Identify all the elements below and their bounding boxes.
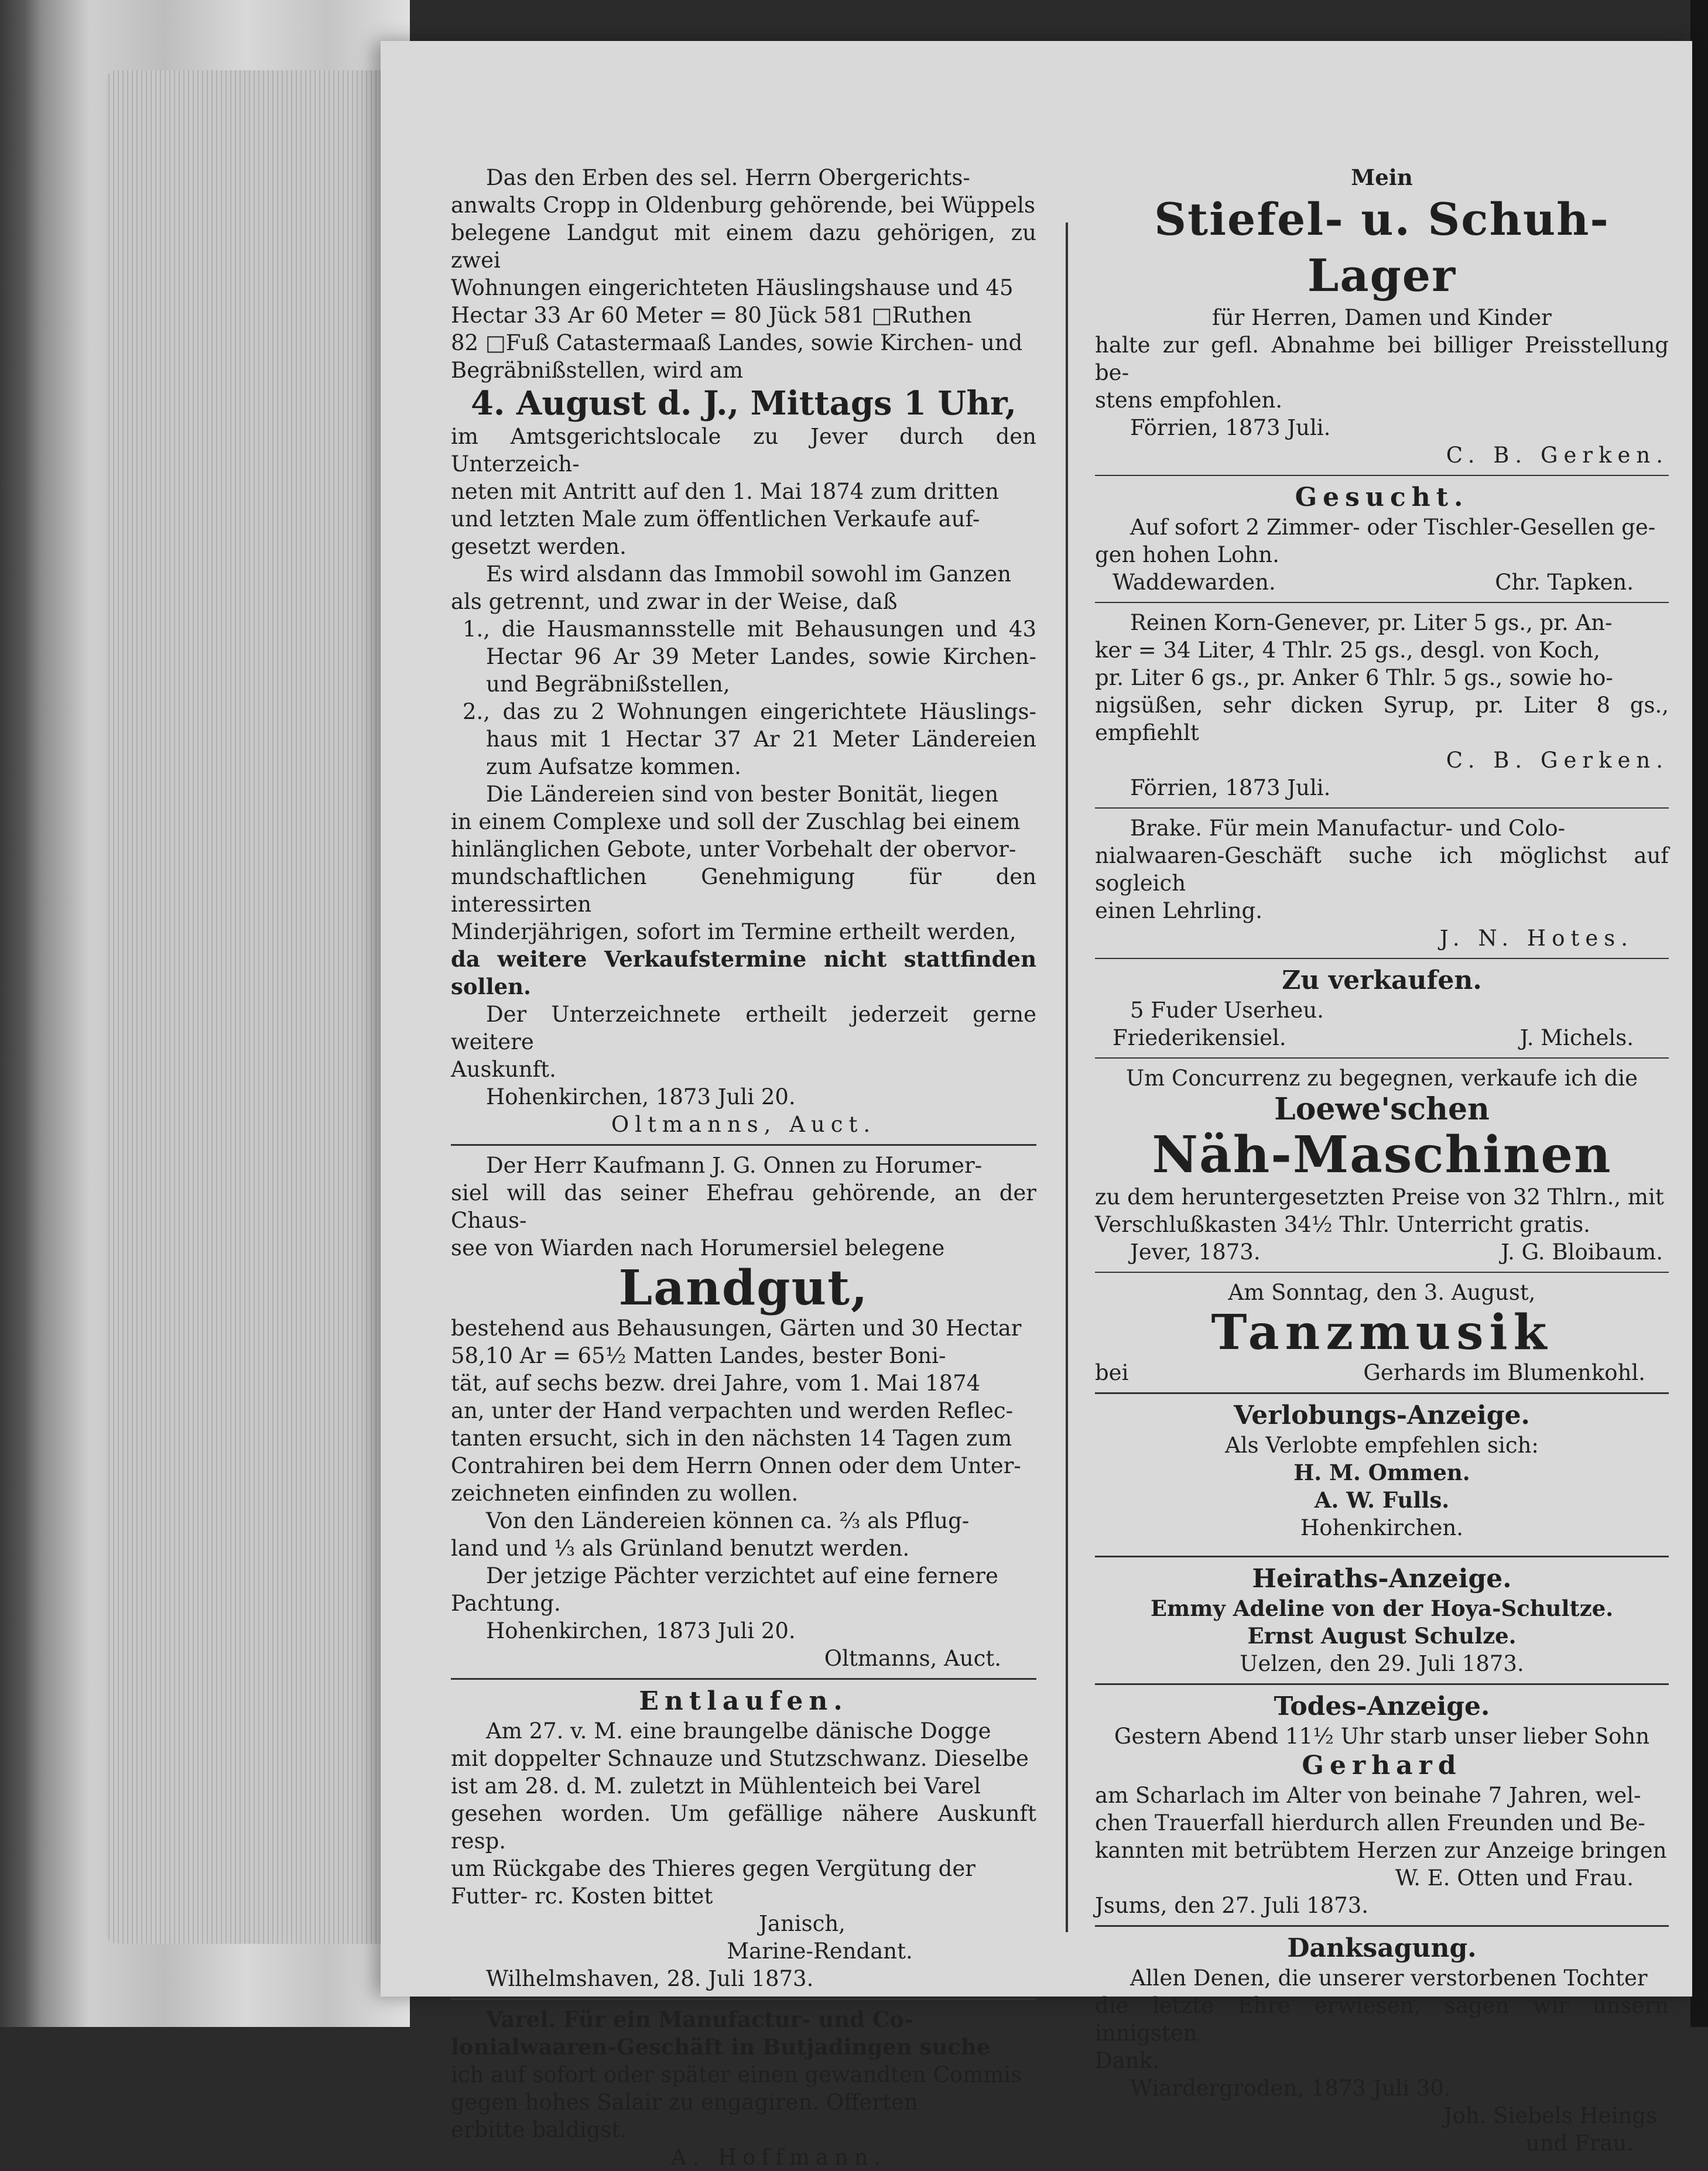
naeh-heading-1: Loewe'schen — [1274, 1091, 1490, 1127]
text-line: und letzten Male zum öffentlichen Verkaufe auf- — [451, 506, 980, 532]
text-line: pr. Liter 6 gs., pr. Anker 6 Thlr. 5 gs., sowie ho- — [1095, 665, 1613, 690]
book-page-edges — [0, 0, 410, 2027]
place-date: Hohenkirchen, 1873 Juli 20. — [486, 1618, 796, 1643]
section-rule — [1095, 1925, 1669, 1927]
verkaufen-ad — [1095, 965, 1669, 1052]
text-line: Der Herr Kaufmann J. G. Onnen zu Horumer- — [486, 1153, 983, 1178]
brake-ad — [1095, 814, 1669, 952]
text-line: Auskunft. — [451, 1057, 556, 1082]
prefix: bei — [1095, 1360, 1129, 1385]
text-line: 5 Fuder Userheu. — [1130, 998, 1324, 1023]
heirath-ad — [1095, 1563, 1669, 1677]
schuh-heading: Stiefel- u. Schuh-Lager — [1154, 193, 1610, 302]
text-line: mit doppelter Schnauze und Stutzschwanz. Dieselbe — [451, 1746, 1029, 1771]
text-line: Futter- rc. Kosten bittet — [451, 1884, 713, 1909]
text-line: land und ⅓ als Grünland benutzt werden. — [451, 1536, 910, 1561]
todes-ad — [1095, 1691, 1669, 1919]
list-item: 1., die Hausmannsstelle mit Behausungen und 43 Hectar 96 Ar 39 Meter Landes, sowie Kirchen- und Begräbnißstellen, — [463, 617, 1036, 697]
danksagung-ad — [1095, 1933, 1669, 2157]
text-line: Die Ländereien sind von bester Bonität, liegen — [486, 782, 999, 807]
ad-pre: Mein — [1351, 165, 1413, 190]
text-line: ich auf sofort oder später einen gewandten Commis — [451, 2062, 1022, 2087]
text-line: Als Verlobte empfehlen sich: — [1225, 1433, 1539, 1458]
text-line: kannten mit betrübtem Herzen zur Anzeige bringen — [1095, 1838, 1667, 1863]
text-line: Reinen Korn-Genever, pr. Liter 5 gs., pr. An- — [1130, 610, 1613, 635]
text-line: gegen hohes Salair zu engagiren. Offerten — [451, 2090, 918, 2115]
text-line: nigsüßen, sehr dicken Syrup, pr. Liter 8 gs., empfiehlt — [1095, 693, 1669, 745]
text-line: see von Wiarden nach Horumersiel belegene — [451, 1235, 945, 1261]
right-column — [1095, 164, 1669, 2157]
text-line: Um Concurrenz zu begegnen, verkaufe ich die — [1125, 1066, 1638, 1091]
section-rule — [1095, 1556, 1669, 1557]
left-column — [451, 164, 1036, 2171]
text-line: als getrennt, und zwar in der Weise, daß — [451, 589, 898, 614]
text-line: Am 27. v. M. eine braungelbe dänische Dogge — [486, 1718, 991, 1744]
text-line: anwalts Cropp in Oldenburg gehörende, bei Wüppels — [451, 193, 1035, 218]
ad-subtitle: für Herren, Damen und Kinder — [1212, 305, 1552, 330]
varel-notice — [451, 2006, 1036, 2171]
text-line: siel will das seiner Ehefrau gehörende, an der Chaus- — [451, 1180, 1036, 1233]
section-rule — [1095, 1272, 1669, 1273]
text-line: Auf sofort 2 Zimmer- oder Tischler-Gesellen ge- — [1130, 515, 1656, 540]
section-rule — [451, 1998, 1036, 2000]
text-line: Contrahiren bei dem Herrn Onnen oder dem Unter- — [451, 1453, 1021, 1478]
dank-heading: Danksagung. — [1287, 1933, 1477, 1963]
place-signature-row — [1095, 1238, 1669, 1266]
text-line: erbitte baldigst. — [451, 2117, 627, 2142]
stacked-page-leaves — [105, 70, 398, 1944]
text-line: lonialwaaren-Geschäft in Butjadingen suche — [451, 2034, 991, 2060]
text-line: tanten ersucht, sich in den nächsten 14 Tagen zum — [451, 1426, 1012, 1451]
text-line: ist am 28. d. M. zuletzt in Mühlenteich bei Varel — [451, 1773, 981, 1799]
text-line: gen hohen Lohn. — [1095, 542, 1279, 567]
schuh-ad — [1095, 164, 1669, 469]
text-line: Minderjährigen, sofort im Termine ertheilt werden, — [451, 919, 1016, 944]
signature: W. E. Otten und Frau. — [1395, 1865, 1634, 1891]
text-line: Von den Ländereien können ca. ⅔ als Pflug- — [486, 1508, 970, 1533]
text-line: 82 □Fuß Catastermaaß Landes, sowie Kirchen- und — [451, 330, 1023, 355]
text-line: gesetzt werden. — [451, 534, 627, 559]
text-line: bestehend aus Behausungen, Gärten und 30 Hectar — [451, 1316, 1022, 1341]
todes-heading: Todes-Anzeige. — [1274, 1691, 1490, 1721]
text-line: um Rückgabe des Thieres gegen Vergütung der — [451, 1856, 975, 1881]
place-date: Wilhelmshaven, 28. Juli 1873. — [486, 1966, 814, 1991]
text-line: hinlänglichen Gebote, unter Vorbehalt der obervor- — [451, 837, 1016, 862]
text-line: ker = 34 Liter, 4 Thlr. 25 gs., desgl. von Koch, — [1095, 638, 1600, 663]
place: Waddewarden. — [1113, 570, 1276, 595]
text-line: stens empfohlen. — [1095, 388, 1283, 413]
verlobung-ad — [1095, 1400, 1669, 1542]
place: Friederikensiel. — [1113, 1025, 1286, 1050]
signature: A. Hoffmann. — [670, 2145, 887, 2170]
text-line: neten mit Antritt auf den 1. Mai 1874 zum dritten — [451, 479, 999, 504]
section-rule — [1095, 958, 1669, 959]
text-line: Begräbnißstellen, wird am — [451, 358, 744, 383]
text-line: Am Sonntag, den 3. August, — [1228, 1280, 1536, 1305]
verkaufen-heading: Zu verkaufen. — [1282, 965, 1482, 995]
text-line: Brake. Für mein Manufactur- und Colo- — [1130, 816, 1566, 841]
name-line: H. M. Ommen. — [1293, 1460, 1470, 1485]
signature: Oltmanns, Auct. — [611, 1112, 877, 1137]
name-line: Ernst August Schulze. — [1247, 1623, 1517, 1649]
place: Hohenkirchen. — [1300, 1515, 1464, 1540]
text-line: Dank. — [1095, 2048, 1159, 2073]
text-line: Es wird alsdann das Immobil sowohl im Ganzen — [486, 561, 1012, 587]
text-line: nialwaaren-Geschäft suche ich möglichst auf sogleich — [1095, 843, 1669, 896]
text-line: Der Unterzeichnete ertheilt jederzeit gerne weitere — [451, 1002, 1036, 1054]
text-line: Verschlußkasten 34½ Thlr. Unterricht gratis. — [1095, 1212, 1590, 1237]
section-rule — [451, 1144, 1036, 1146]
text-line: 58,10 Ar = 65½ Matten Landes, bester Boni- — [451, 1343, 946, 1368]
signature: C. B. Gerken. — [1446, 443, 1669, 468]
text-line: tät, auf sechs bezw. drei Jahre, vom 1. Mai 1874 — [451, 1371, 981, 1396]
gesucht-heading: Gesucht. — [1295, 482, 1469, 512]
place-date: Uelzen, den 29. Juli 1873. — [1240, 1651, 1524, 1676]
section-rule — [1095, 807, 1669, 809]
section-rule — [1095, 602, 1669, 603]
column-divider — [1066, 222, 1068, 1932]
entlaufen-notice — [451, 1686, 1036, 1992]
name-line: Emmy Adeline von der Hoya-Schultze. — [1150, 1595, 1614, 1621]
tanz-place-row — [1095, 1359, 1669, 1386]
landgut-notice — [451, 1152, 1036, 1672]
entlaufen-heading: Entlaufen. — [639, 1686, 848, 1716]
list-item: 2., das zu 2 Wohnungen eingerichtete Häuslings- haus mit 1 Hectar 37 Ar 21 Meter Ländereien zum Aufsatze kommen. — [463, 699, 1036, 779]
text-line: gesehen worden. Um gefällige nähere Auskunft resp. — [451, 1801, 1036, 1854]
text-line: halte zur gefl. Abnahme bei billiger Preisstellung be- — [1095, 333, 1669, 385]
text-line: chen Trauerfall hierdurch allen Freunden und Be- — [1095, 1810, 1645, 1836]
text-line: Varel. Für ein Manufactur- und Co- — [486, 2006, 913, 2032]
place-date: Förrien, 1873 Juli. — [1130, 775, 1331, 800]
text-line: an, unter der Hand verpachten und werden Reflec- — [451, 1398, 1014, 1423]
section-rule — [1095, 1683, 1669, 1685]
name-heading: Gerhard — [1302, 1751, 1462, 1780]
section-rule — [451, 1678, 1036, 1680]
text-line: zeichneten einfinden zu wollen. — [451, 1481, 799, 1506]
text-line: die letzte Ehre erwiesen, sagen wir unsern innigsten — [1095, 1993, 1669, 2046]
auction-date-heading: 4. August d. J., Mittags 1 Uhr, — [470, 384, 1017, 423]
text-line: zu dem heruntergesetzten Preise von 32 Thlrn., mit — [1095, 1184, 1664, 1210]
text-line: im Amtsgerichtslocale zu Jever durch den Unterzeich- — [451, 424, 1036, 477]
section-rule — [1095, 1057, 1669, 1059]
section-rule — [1095, 1392, 1669, 1394]
text-line: am Scharlach im Alter von beinahe 7 Jahren, wel- — [1095, 1783, 1641, 1808]
signature: Joh. Siebels Heings — [1443, 2103, 1657, 2128]
place-date: Jsums, den 27. Juli 1873. — [1095, 1893, 1369, 1918]
signature: J. N. Hotes. — [1439, 926, 1634, 951]
signature-role: Marine-Rendant. — [727, 1939, 913, 1964]
text-line: mundschaftlichen Genehmigung für den interessirten — [451, 864, 1036, 917]
place-date: Förrien, 1873 Juli. — [1130, 415, 1331, 440]
tanzmusik-ad — [1095, 1279, 1669, 1386]
text-line: in einem Complexe und soll der Zuschlag bei einem — [451, 809, 1021, 834]
place-signature-row — [1095, 569, 1669, 596]
place-date: Hohenkirchen, 1873 Juli 20. — [486, 1084, 796, 1110]
section-rule — [1095, 475, 1669, 476]
text-line: einen Lehrling. — [1095, 898, 1262, 923]
text-line: Der jetzige Pächter verzichtet auf eine fernere — [486, 1563, 998, 1588]
text-line: Allen Denen, die unserer verstorbenen Tochter — [1130, 1965, 1648, 1991]
landgut-heading: Landgut, — [618, 1260, 869, 1316]
signature: J. G. Bloibaum. — [1501, 1239, 1663, 1265]
text-line: Gestern Abend 11½ Uhr starb unser lieber Sohn — [1114, 1724, 1650, 1749]
genever-ad — [1095, 609, 1669, 802]
gesucht-ad — [1095, 482, 1669, 596]
text-line: Wohnungen eingerichteten Häuslingshause und 45 — [451, 275, 1014, 300]
signature: Oltmanns, Auct. — [824, 1646, 1001, 1671]
signature: C. B. Gerken. — [1446, 748, 1669, 773]
place-signature-row — [1095, 1024, 1669, 1052]
heirath-heading: Heiraths-Anzeige. — [1252, 1564, 1512, 1594]
text-line: belegene Landgut mit einem dazu gehörigen, zu zwei — [451, 220, 1036, 273]
verlobung-heading: Verlobungs-Anzeige. — [1234, 1400, 1530, 1430]
place-date: Wiardergroden, 1873 Juli 30. — [1130, 2076, 1451, 2101]
place: Gerhards im Blumenkohl. — [1363, 1360, 1645, 1385]
auction-notice — [451, 164, 1036, 1138]
place-date: Jever, 1873. — [1130, 1239, 1261, 1265]
signature: und Frau. — [1525, 2131, 1634, 2156]
text-line: Hectar 33 Ar 60 Meter = 80 Jück 581 □Ruthen — [451, 303, 972, 328]
naehmaschinen-ad — [1095, 1064, 1669, 1266]
newspaper-page — [381, 41, 1692, 2170]
bold-note: da weitere Verkaufstermine nicht stattfinden sollen. — [451, 946, 1036, 999]
signature-name: Janisch, — [759, 1911, 846, 1936]
tanz-heading: Tanzmusik — [1211, 1304, 1553, 1361]
naeh-heading-2: Näh-Maschinen — [1152, 1125, 1612, 1184]
scan-border — [1690, 0, 1708, 2027]
signature: Chr. Tapken. — [1495, 570, 1634, 595]
signature: J. Michels. — [1519, 1025, 1634, 1050]
text-line: Das den Erben des sel. Herrn Obergerichts- — [486, 165, 970, 190]
text-line: Pachtung. — [451, 1591, 561, 1616]
name-line: A. W. Fulls. — [1314, 1487, 1450, 1513]
